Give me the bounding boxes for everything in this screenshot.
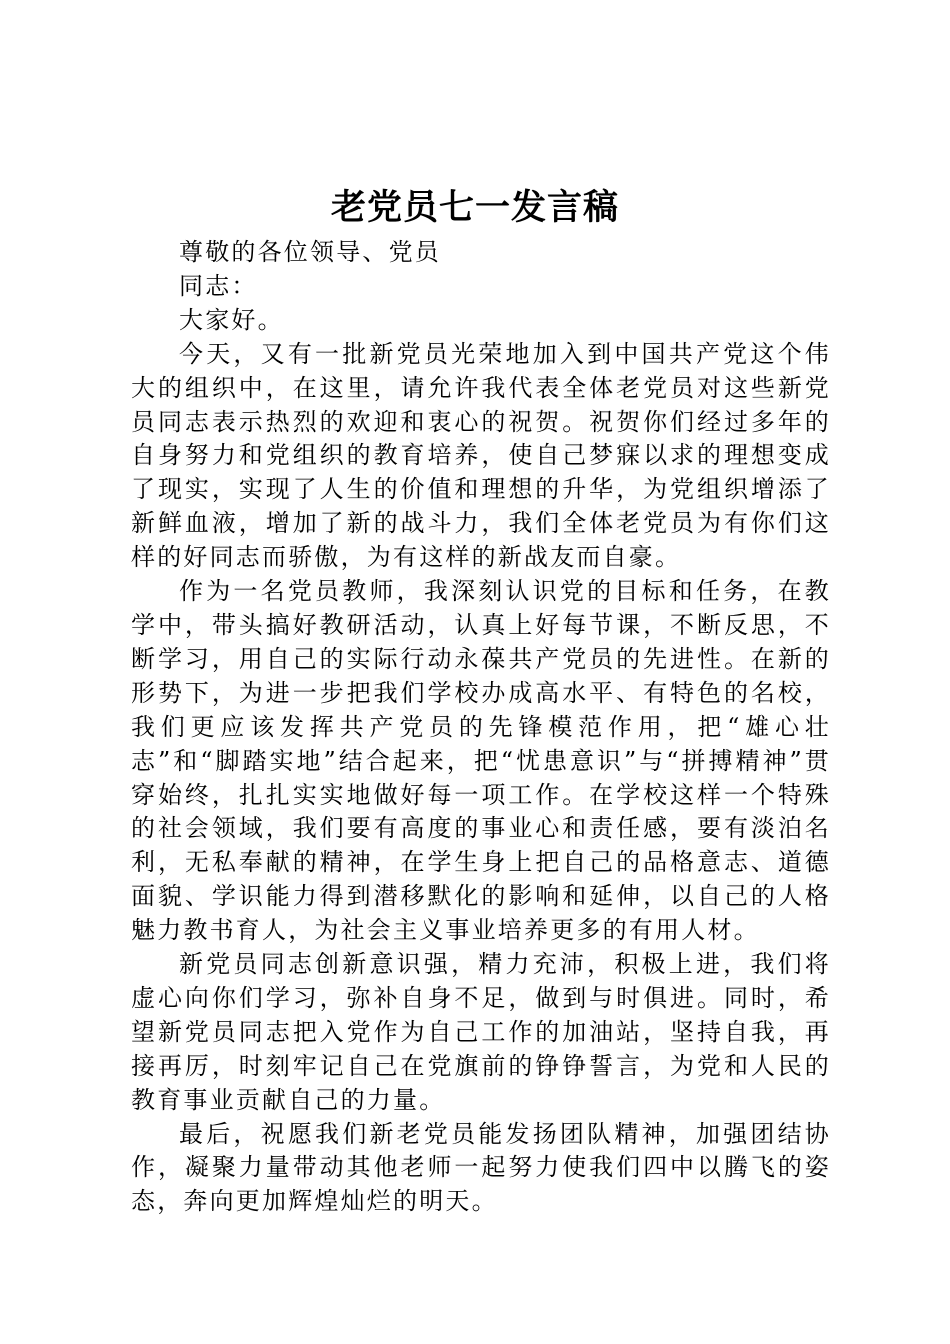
body-paragraph: 今天，又有一批新党员光荣地加入到中国共产党这个伟大的组织中，在这里，请允许我代表全体老党员对这些新党员同志表示热烈的欢迎和衷心的祝贺。祝贺你们经过多年的自身努力和党组织的教育培养，使自己梦寐以求的理想变成了现实，实现了人生的价值和理想的升华，为党组织增添了新鲜血液，增加了新的战斗力，我们全体老党员为有你们这样的好同志而骄傲，为有这样的新战友而自豪。 xyxy=(131,339,831,572)
document-body xyxy=(131,236,831,1219)
body-paragraph: 新党员同志创新意识强，精力充沛，积极上进，我们将虚心向你们学习，弥补自身不足，做到与时俱进。同时，希望新党员同志把入党作为自己工作的加油站，坚持自我，再接再厉，时刻牢记自己在党旗前的铮铮誓言，为党和人民的教育事业贡献自己的力量。 xyxy=(131,950,831,1114)
greeting-paragraph: 大家好。 xyxy=(179,305,284,334)
salutation-line-continued: 同志： xyxy=(179,271,258,300)
body-paragraph: 作为一名党员教师，我深刻认识党的目标和任务，在教学中，带头搞好教研活动，认真上好每节课，不断反思，不断学习，用自己的实际行动永葆共产党员的先进性。在新的形势下，为进一步把我们学校办成高水平、有特色的名校，我们更应该发挥共产党员的先锋模范作用，把“雄心壮志”和“脚踏实地”结合起来，把“忧患意识”与“拼搏精神”贯穿始终，扎扎实实地做好每一项工作。在学校这样一个特殊的社会领域，我们要有高度的事业心和责任感，要有淡泊名利，无私奉献的精神，在学生身上把自己的品格意志、道德面貌、学识能力得到潜移默化的影响和延伸，以自己的人格魅力教书育人，为社会主义事业培养更多的有用人材。 xyxy=(131,577,831,945)
salutation-line: 尊敬的各位领导、党员 xyxy=(179,238,441,266)
closing-paragraph: 最后，祝愿我们新老党员能发扬团队精神，加强团结协作，凝聚力量带动其他老师一起努力使我们四中以腾飞的姿态，奔向更加辉煌灿烂的明天。 xyxy=(131,1119,831,1216)
document-title: 老党员七一发言稿 xyxy=(330,187,619,228)
